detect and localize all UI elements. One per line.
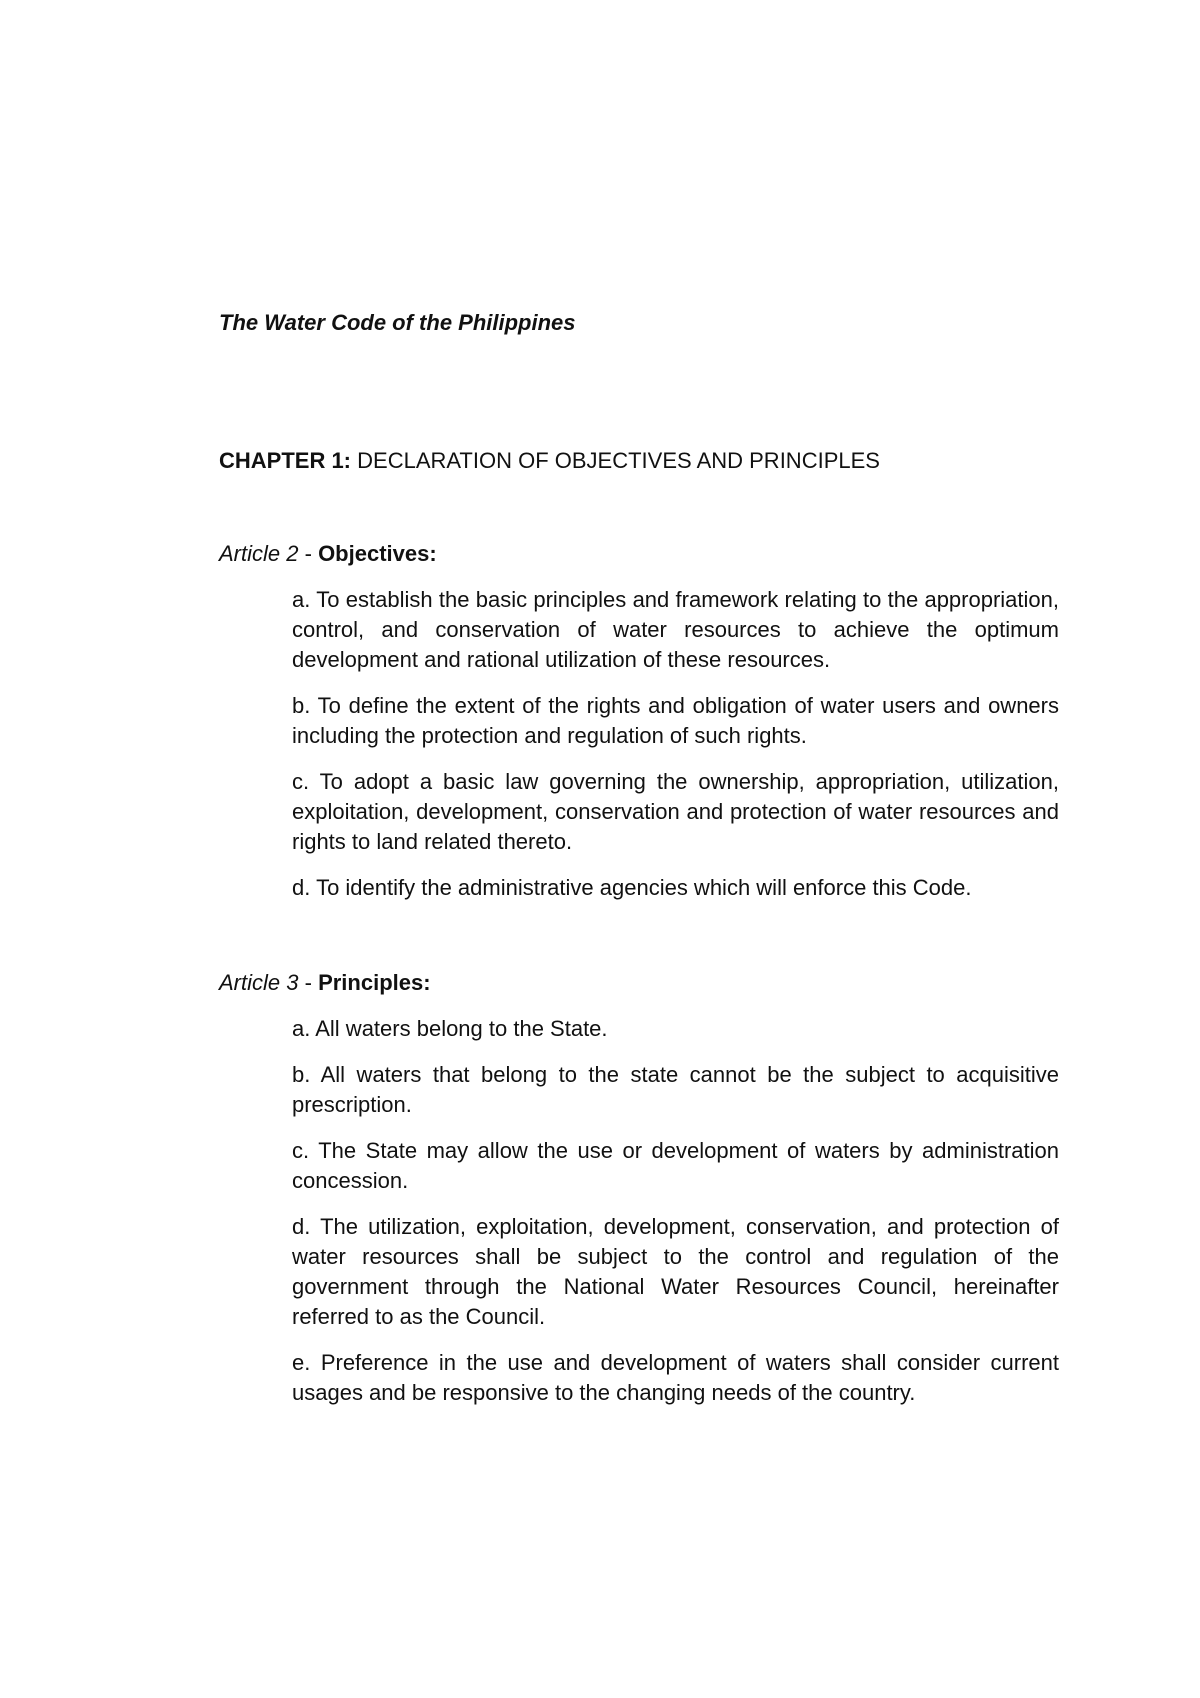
chapter-heading bbox=[219, 446, 880, 476]
objectives-list bbox=[219, 585, 1059, 903]
article-2-name: Objectives: bbox=[318, 541, 437, 566]
article-2-label: Article 2 bbox=[219, 541, 299, 566]
chapter-number: CHAPTER 1: bbox=[219, 448, 352, 473]
chapter-title: DECLARATION OF OBJECTIVES AND PRINCIPLES bbox=[357, 448, 880, 473]
list-item: a. To establish the basic principles and framework relating to the appropriation, control, and conservation of water resources to achieve the optimum development and rational utilization of these resources. bbox=[292, 587, 1059, 672]
principles-list bbox=[219, 1014, 1059, 1408]
article-3-name: Principles: bbox=[318, 970, 431, 995]
list-item: b. All waters that belong to the state cannot be the subject to acquisitive prescription. bbox=[292, 1062, 1059, 1117]
list-item: c. To adopt a basic law governing the ownership, appropriation, utilization, exploitation, development, conservation and protection of water resources and rights to land related thereto. bbox=[292, 769, 1059, 854]
list-item: e. Preference in the use and development of waters shall consider current usages and be responsive to the changing needs of the country. bbox=[292, 1350, 1059, 1405]
article-3-heading bbox=[219, 968, 1059, 998]
article-2-heading bbox=[219, 539, 1059, 569]
article-2-section bbox=[219, 539, 1059, 919]
list-item: d. The utilization, exploitation, development, conservation, and protection of water resources shall be subject to the control and regulation of the government through the National Water Resources Council, hereinafter referred to as the Council. bbox=[292, 1214, 1059, 1329]
article-2-separator: - bbox=[304, 541, 312, 566]
document-title: The Water Code of the Philippines bbox=[219, 310, 576, 335]
list-item: a. All waters belong to the State. bbox=[292, 1016, 608, 1041]
list-item: d. To identify the administrative agencies which will enforce this Code. bbox=[292, 875, 972, 900]
list-item: c. The State may allow the use or development of waters by administration concession. bbox=[292, 1138, 1059, 1193]
article-3-section bbox=[219, 968, 1059, 1424]
list-item: b. To define the extent of the rights and obligation of water users and owners including the protection and regulation of such rights. bbox=[292, 693, 1059, 748]
article-3-label: Article 3 bbox=[219, 970, 299, 995]
article-3-separator: - bbox=[304, 970, 312, 995]
